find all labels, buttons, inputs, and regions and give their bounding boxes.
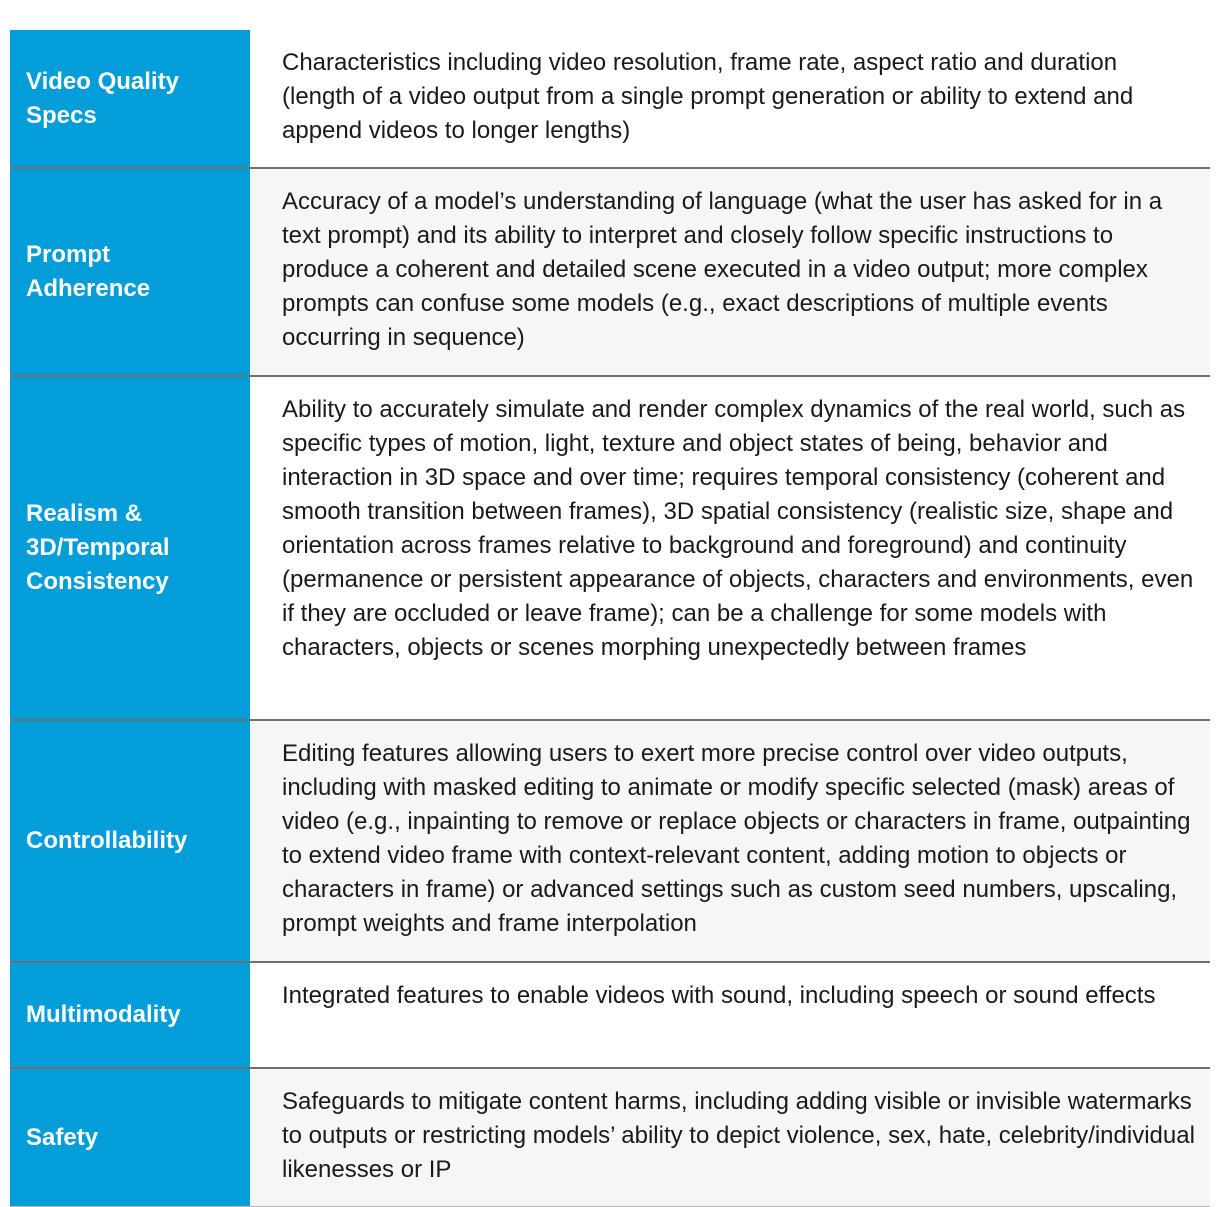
table-row-controllability: [10, 721, 1210, 963]
table-row-realism-consistency: [10, 377, 1210, 721]
row-label: Safety: [10, 1069, 250, 1206]
row-description: Accuracy of a model’s understanding of language (what the user has asked for in a text prompt) and its ability to interpret and closely follow specific instructions to produce a coherent and detailed scene executed in a video output; more complex prompts can confuse some models (e.g., exact descriptions of multiple events occurring in sequence): [250, 169, 1210, 375]
capabilities-table: [10, 30, 1210, 1207]
row-description: Integrated features to enable videos with sound, including speech or sound effects: [250, 963, 1210, 1067]
row-label: Realism & 3D/Temporal Consistency: [10, 377, 250, 719]
row-label: Controllability: [10, 721, 250, 961]
row-label: Video Quality Specs: [10, 30, 250, 167]
table-row-safety: [10, 1069, 1210, 1207]
table-row-prompt-adherence: [10, 169, 1210, 377]
row-description: Safeguards to mitigate content harms, including adding visible or invisible watermarks to outputs or restricting models’ ability to depict violence, sex, hate, celebrity/individual likenesses or IP: [250, 1069, 1210, 1206]
row-description: Characteristics including video resolution, frame rate, aspect ratio and duration (length of a video output from a single prompt generation or ability to extend and append videos to longer lengths): [250, 30, 1210, 167]
row-label: Prompt Adherence: [10, 169, 250, 375]
row-description: Ability to accurately simulate and render complex dynamics of the real world, such as specific types of motion, light, texture and object states of being, behavior and interaction in 3D space and over time; requires temporal consistency (coherent and smooth transition between frames), 3D spatial consistency (realistic size, shape and orientation across frames relative to background and foreground) and continuity (permanence or persistent appearance of objects, characters and environments, even if they are occluded or leave frame); can be a challenge for some models with characters, objects or scenes morphing unexpectedly between frames: [250, 377, 1210, 719]
table-row-video-quality-specs: [10, 30, 1210, 169]
row-description: Editing features allowing users to exert more precise control over video outputs, including with masked editing to animate or modify specific selected (mask) areas of video (e.g., inpainting to remove or replace objects or characters in frame, outpainting to extend video frame with context-relevant content, adding motion to objects or characters in frame) or advanced settings such as custom seed numbers, upscaling, prompt weights and frame interpolation: [250, 721, 1210, 961]
row-label: Multimodality: [10, 963, 250, 1067]
table-row-multimodality: [10, 963, 1210, 1069]
